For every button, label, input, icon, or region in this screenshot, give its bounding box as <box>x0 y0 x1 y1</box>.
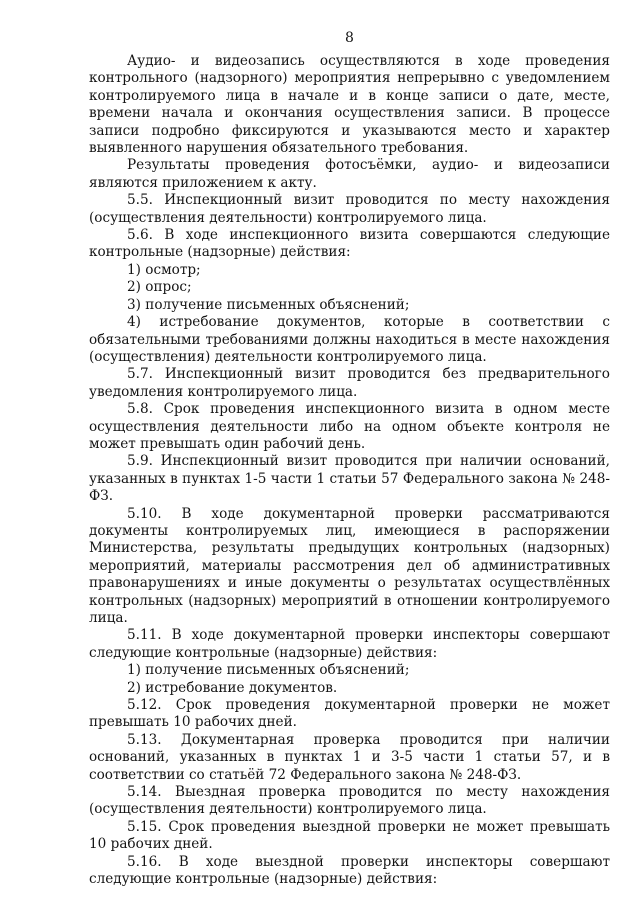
list-item-survey: 2) опрос; <box>127 279 192 296</box>
paragraph-5-5: 5.5. Инспекционный визит проводится по месту нахождения (осуществления деятельности) контролируемого лица. <box>89 192 610 226</box>
list-item-document-request-2: 2) истребование документов. <box>127 679 338 696</box>
page-number: 8 <box>345 30 354 46</box>
paragraph-5-13: 5.13. Документарная проверка проводится при наличии оснований, указанных в пунктах 1 и 3-5 части 1 статьи 57, и в соответствии со статьёй 72 Федерального закона № 248-ФЗ. <box>89 731 610 783</box>
list-item-document-request: 4) истребование документов, которые в соответствии с обязательными требованиями должны находиться в месте нахождения (осуществления) деятельности контролируемого лица. <box>89 314 610 365</box>
paragraph-5-12: 5.12. Срок проведения документарной проверки не может превышать 10 рабочих дней. <box>89 697 610 731</box>
list-item-written-explanations-2: 1) получение письменных объяснений; <box>127 662 410 679</box>
paragraph-5-16: 5.16. В ходе выездной проверки инспекторы совершают следующие контрольные (надзорные) действия: <box>89 853 610 888</box>
paragraph-5-11: 5.11. В ходе документарной проверки инспекторы совершают следующие контрольные (надзорные) действия: <box>89 627 610 661</box>
paragraph-5-6: 5.6. В ходе инспекционного визита совершаются следующие контрольные (надзорные) действия: <box>89 227 610 261</box>
list-item-written-explanations: 3) получение письменных объяснений; <box>127 296 410 313</box>
paragraph-5-14: 5.14. Выездная проверка проводится по месту нахождения (осуществления деятельности) контролируемого лица. <box>89 784 610 818</box>
paragraph-5-8: 5.8. Срок проведения инспекционного визита в одном месте осуществления деятельности либо на одном объекте контроля не может превышать один рабочий день. <box>89 401 610 452</box>
paragraph-5-7: 5.7. Инспекционный визит проводится без предварительного уведомления контролируемого лица. <box>89 366 610 400</box>
list-item-inspection: 1) осмотр; <box>127 261 201 278</box>
paragraph-recording: Аудио- и видеозапись осуществляются в ходе проведения контрольного (надзорного) мероприятия непрерывно с уведомлением контролируемого лица в начале и в конце записи о дате, месте, времени начала и окончания осуществления записи. В процессе записи подробно фиксируются и указываются место и характер выявленного нарушения обязательного требования. <box>89 53 610 157</box>
paragraph-5-15: 5.15. Срок проведения выездной проверки не может превышать 10 рабочих дней. <box>89 818 610 853</box>
paragraph-5-10: 5.10. В ходе документарной проверки рассматриваются документы контролируемых лиц, имеющиеся в распоряжении Министерства, результаты предыдущих контрольных (надзорных) мероприятий, материалы рассмотрения дел об административных правонарушениях и иные документы о результатах осуществлённых контрольных (надзорных) мероприятий в отношении контролируемого лица. <box>89 505 610 626</box>
paragraph-results-attachment: Результаты проведения фотосъёмки, аудио- и видеозаписи являются приложением к акту. <box>89 157 610 191</box>
paragraph-5-9: 5.9. Инспекционный визит проводится при наличии оснований, указанных в пунктах 1-5 части 1 статьи 57 Федерального закона № 248-ФЗ. <box>89 453 610 505</box>
